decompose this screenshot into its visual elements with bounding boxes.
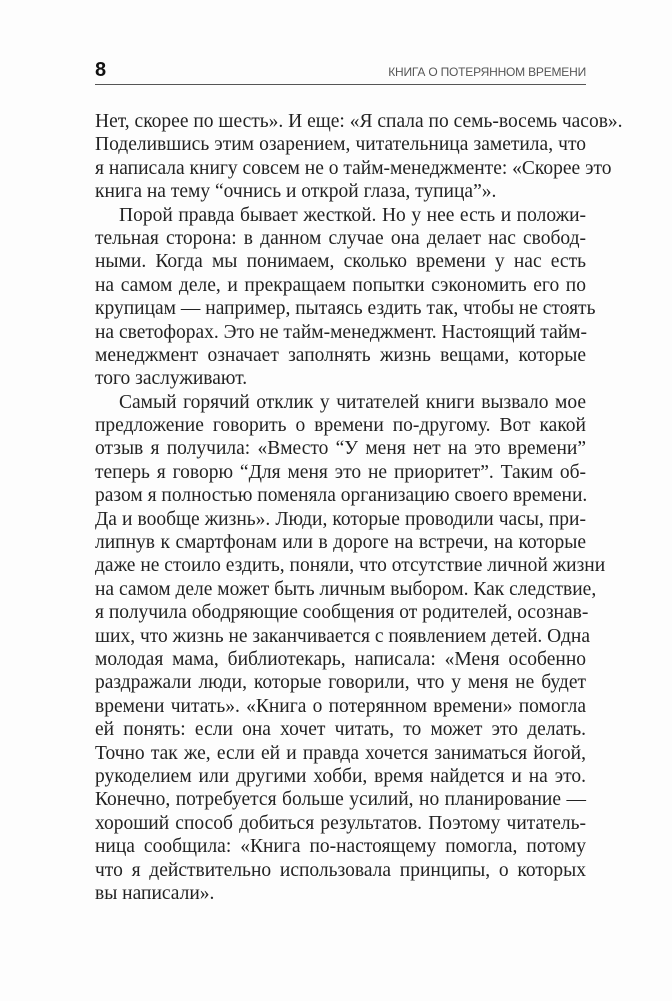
paragraph (95, 110, 623, 204)
text-line: я написала книгу совсем не о тайм-менеджменте: «Скорее это (95, 157, 612, 179)
text-line: Точно так же, если ей и правда хочется заниматься йогой, (95, 742, 586, 764)
text-line: на светофорах. Это не тайм-менеджмент. Настоящий тайм- (95, 321, 587, 343)
text-line: теперь я говорю “Для меня это не приоритет”. Таким об- (95, 461, 586, 483)
text-line: вы написали». (95, 882, 215, 904)
text-line: разом я полностью поменяла организацию своего времени. (95, 485, 588, 507)
text-line: липнув к смартфонам или в дороге на встречи, на которые (95, 532, 586, 554)
text-line: Самый горячий отклик у читателей книги вызвало мое (119, 391, 586, 413)
text-line: тельная сторона: в данном случае она делает нас свобод- (95, 227, 586, 249)
running-title: КНИГА О ПОТЕРЯННОМ ВРЕМЕНИ (388, 65, 586, 79)
text-line: того заслуживают. (95, 368, 248, 390)
text-line: ница сообщила: «Книга по-настоящему помогла, потому (95, 836, 586, 858)
text-line: даже не стоило ездить, поняли, что отсутствие личной жизни (95, 555, 606, 577)
text-line: раздражали люди, которые говорили, что у меня не будет (95, 672, 586, 694)
text-line: хороший способ добиться результатов. Поэтому читатель- (95, 812, 586, 834)
text-line: Порой правда бывает жесткой. Но у нее есть и положи- (119, 204, 586, 226)
text-line: Поделившись этим озарением, читательница заметила, что (95, 134, 586, 156)
text-line: ными. Когда мы понимаем, сколько времени у нас есть (95, 251, 586, 273)
text-line: Нет, скорее по шесть». И еще: «Я спала по семь-восемь часов». (95, 111, 623, 132)
text-line: ей понять: если она хочет читать, то может это делать. (95, 719, 586, 741)
text-line: молодая мама, библиотекарь, написала: «Меня особенно (95, 648, 586, 670)
text-line: крупицам — например, пытаясь ездить так, чтобы не стоять (95, 298, 596, 320)
text-line: времени читать». «Книга о потерянном времени» помогла (95, 695, 586, 717)
text-line: что я действительно использовала принципы, о которых (95, 859, 586, 881)
text-line: отзыв я получила: «Вместо “У меня нет на это времени” (95, 438, 586, 460)
text-line: на самом деле может быть личным выбором. Как следствие, (95, 578, 597, 600)
paragraph (95, 391, 606, 906)
paragraph (95, 204, 596, 391)
page-number: 8 (95, 59, 107, 81)
running-header (95, 58, 586, 85)
text-line: книга на тему “очнись и открой глаза, тупица”». (95, 181, 497, 203)
text-line: рукоделием или другими хобби, время найдется и на это. (95, 765, 586, 787)
body-text (95, 110, 623, 905)
text-line: на самом деле, и прекращаем попытки сэкономить его по (95, 274, 586, 296)
text-line: менеджмент означает заполнять жизнь вещами, которые (95, 344, 586, 366)
text-line: Конечно, потребуется больше усилий, но планирование — (95, 789, 586, 811)
text-line: предложение говорить о времени по-другому. Вот какой (95, 415, 586, 437)
text-line: Да и вообще жизнь». Люди, которые проводили часы, при- (95, 508, 586, 530)
text-line: я получила ободряющие сообщения от родителей, осознав- (95, 602, 589, 624)
text-line: ших, что жизнь не заканчивается с появлением детей. Одна (95, 625, 590, 647)
